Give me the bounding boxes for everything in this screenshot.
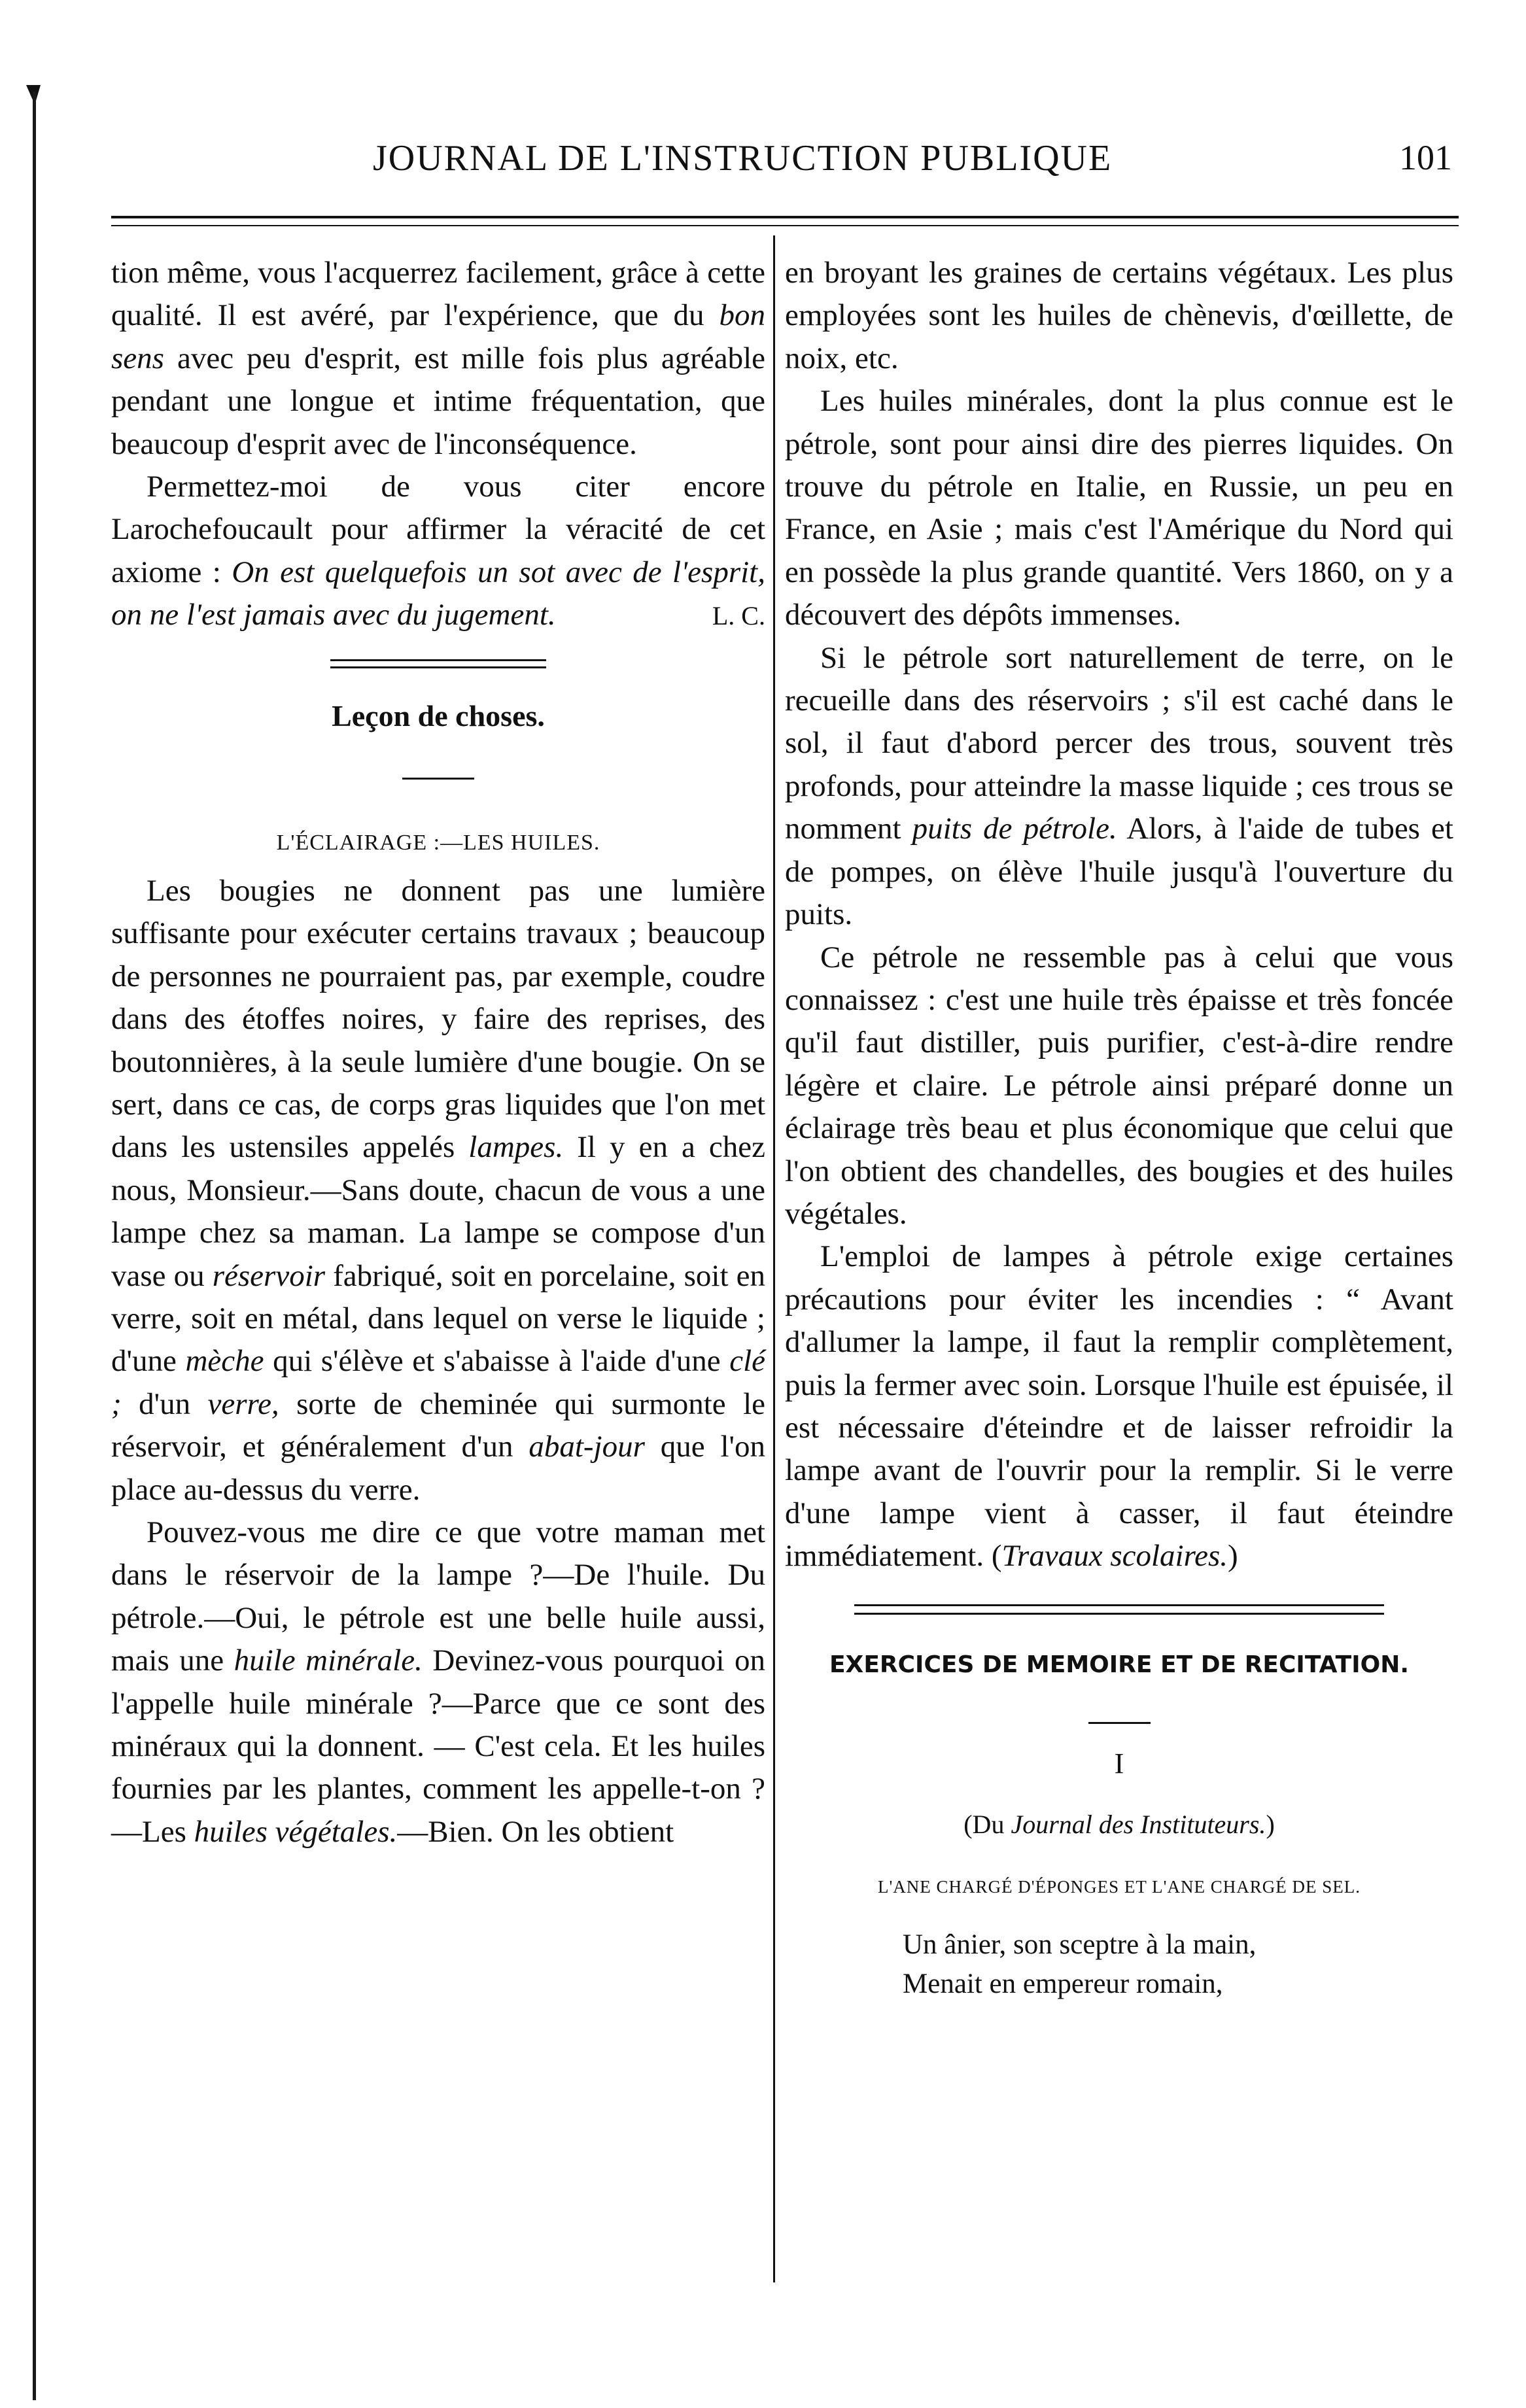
italic-text: lampes. bbox=[468, 1130, 564, 1165]
running-title: JOURNAL DE L'INSTRUCTION PUBLIQUE bbox=[373, 138, 1113, 179]
italic-text: huiles végétales. bbox=[194, 1814, 398, 1849]
paragraph: en broyant les graines de certains végétaux. Les plus employées sont les huiles de chènevis, d'œillette, de noix, etc. bbox=[785, 256, 1453, 375]
italic-quote: On est quelquefois un sot avec de l'esprit, on ne l'est jamais avec du jugement. bbox=[111, 555, 765, 632]
left-column bbox=[111, 252, 765, 1853]
text: que l'on place au-dessus du verre. bbox=[111, 1430, 765, 1507]
text: Les bougies ne donnent pas une lumière suffisante pour exécuter certains travaux ; beaucoup de personnes ne pourraient pas, par exemple, coudre dans des étoffes noires, y faire des reprises, des boutonnières, à la seule lumière d'une bougie. On se sert, dans ce cas, de corps gras liquides que l'on met dans les ustensiles appelés bbox=[111, 873, 765, 1165]
italic-text: Journal des Instituteurs. bbox=[1011, 1810, 1266, 1840]
section-title: Leçon de choses. bbox=[332, 699, 545, 733]
italic-text: huile minérale. bbox=[234, 1643, 423, 1678]
paragraph bbox=[785, 1235, 1453, 1577]
paragraph bbox=[111, 870, 765, 1511]
text: L'emploi de lampes à pétrole exige certaines précautions pour éviter les incendies : “ Avant d'allumer la lampe, il faut la remplir complètement, puis la fermer avec soin. Lorsque l'huile est épuisée, il est nécessaire d'éteindre et de laisser refroidir la lampe avant de l'ouvrir pour la remplir. Si le verre d'une lampe vient à casser, il faut éteindre immédiatement. ( bbox=[785, 1239, 1453, 1574]
page-header bbox=[111, 137, 1459, 190]
column-divider bbox=[773, 235, 775, 2282]
text: Permettez-moi de vous citer encore Larochefoucault pour affirmer la véracité de cet axiome : bbox=[111, 470, 765, 589]
text: (Du bbox=[963, 1810, 1011, 1840]
text: ) bbox=[1266, 1810, 1275, 1840]
signature: L. C. bbox=[712, 600, 765, 630]
italic-text: abat-jour bbox=[529, 1430, 645, 1464]
text: Pouvez-vous me dire ce que votre maman met dans le réservoir de la lampe ?—De l'huile. Du pétrole.—Oui, le pétrole est une belle huile aussi, mais une bbox=[111, 1515, 765, 1678]
italic-text: verre, bbox=[207, 1386, 279, 1421]
italic-text: réservoir bbox=[212, 1258, 326, 1293]
poem-line: Menait en empereur romain, bbox=[903, 1969, 1223, 2000]
text: sorte de cheminée qui surmonte le réservoir, et généralement d'un bbox=[111, 1386, 766, 1464]
text: d'un bbox=[121, 1386, 208, 1421]
text: qui s'élève et s'abaisse à l'aide d'une bbox=[264, 1344, 730, 1379]
italic-text: puits de pétrole. bbox=[912, 812, 1117, 846]
short-rule bbox=[402, 778, 474, 780]
text: Si le pétrole sort naturellement de terre, on le recueille dans des réservoirs ; s'il est caché dans le sol, il faut d'abord percer des trous, souvent très profonds, pour atteindre la masse liquide ; ces trous se nomment bbox=[785, 640, 1453, 846]
poem-line: Un ânier, son sceptre à la main, bbox=[903, 1929, 1257, 1961]
paragraph bbox=[111, 1511, 765, 1853]
italic-text: bon sens bbox=[111, 298, 765, 375]
binding-edge bbox=[33, 92, 36, 2400]
section-separator bbox=[330, 659, 546, 668]
short-rule bbox=[1088, 1722, 1151, 1724]
italic-text: mèche bbox=[185, 1344, 264, 1379]
poem-title: L'ANE CHARGÉ D'ÉPONGES ET L'ANE CHARGÉ DE SEL. bbox=[877, 1876, 1361, 1897]
italic-text: Travaux scolaires. bbox=[1001, 1539, 1228, 1574]
exercise-title: EXERCICES DE MEMOIRE ET DE RECITATION. bbox=[829, 1651, 1410, 1678]
header-rule bbox=[111, 216, 1459, 218]
paragraph: Ce pétrole ne ressemble pas à celui que vous connaissez : c'est une huile très épaisse et très foncée qu'il faut distiller, puis purifier, c'est-à-dire rendre légère et claire. Le pétrole ainsi préparé donne un éclairage très beau et plus économique que celui que l'on obtient des chandelles, des bougies et des huiles végétales. bbox=[785, 940, 1453, 1231]
page-number: 101 bbox=[1399, 138, 1452, 177]
right-column bbox=[785, 252, 1453, 2004]
paragraph: Les huiles minérales, dont la plus connue est le pétrole, sont pour ainsi dire des pierres liquides. On trouve du pétrole en Italie, en Russie, un peu en France, en Asie ; mais c'est l'Amérique du Nord qui en possède la plus grande quantité. Vers 1860, on y a découvert des dépôts immenses. bbox=[785, 384, 1453, 632]
text: fabriqué, soit en porcelaine, soit en verre, soit en métal, dans lequel on verse le liquide ; d'une bbox=[111, 1258, 765, 1379]
section-separator bbox=[854, 1604, 1384, 1615]
text: Devinez-vous pourquoi on l'appelle huile minérale ?—Parce que ce sont des minéraux qui la donnent. — C'est cela. Et les huiles fournies par les plantes, comment les appelle-t-on ?—Les bbox=[111, 1643, 765, 1849]
text: Alors, à l'aide de tubes et de pompes, on élève l'huile jusqu'à l'ouverture du puits. bbox=[785, 812, 1453, 932]
text: avec peu d'esprit, est mille fois plus agréable pendant une longue et intime fréquentation, que beaucoup d'esprit avec de l'inconséquence. bbox=[111, 341, 765, 461]
text: ) bbox=[1228, 1539, 1238, 1574]
text: —Bien. On les obtient bbox=[397, 1814, 674, 1849]
paragraph bbox=[785, 637, 1453, 937]
subheading: L'ÉCLAIRAGE :—LES HUILES. bbox=[276, 831, 600, 855]
text: tion même, vous l'acquerrez facilement, grâce à cette qualité. Il est avéré, par l'expérience, que du bbox=[111, 256, 765, 333]
italic-text: clé ; bbox=[111, 1344, 765, 1421]
roman-numeral: I bbox=[1114, 1747, 1124, 1780]
paragraph bbox=[111, 252, 765, 466]
text: Il y en a chez nous, Monsieur.—Sans doute, chacun de vous a une lampe chez sa maman. La lampe se compose d'un vase ou bbox=[111, 1130, 766, 1293]
source-citation bbox=[785, 1803, 1453, 1846]
header-rule-thin bbox=[111, 225, 1459, 226]
